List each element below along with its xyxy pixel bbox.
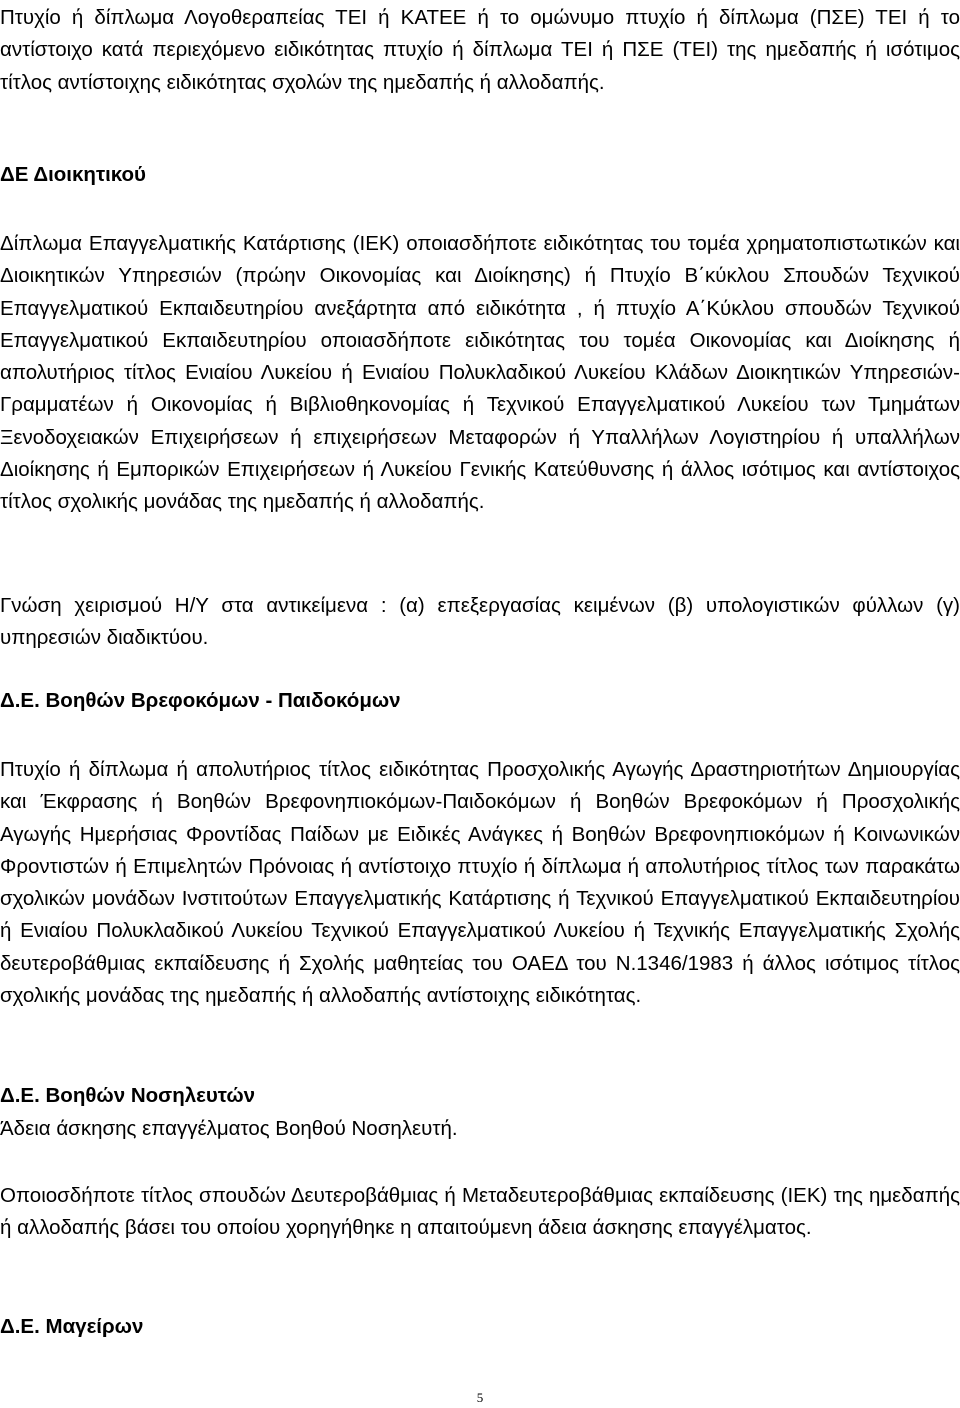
intro-paragraph: Πτυχίο ή δίπλωμα Λογοθεραπείας ΤΕΙ ή ΚΑΤΕΕ ή το ομώνυμο πτυχίο ή δίπλωμα (ΠΣΕ) ΤΕΙ ή το αντίστοιχο κατά περιεχόμενο ειδικότητας πτυχίο ή δίπλωμα ΤΕΙ ή ΠΣΕ (ΤΕΙ) της ημεδαπής ή ισότιμος τίτλος αντίστοιχης ειδικότητας σχολών της ημεδαπής ή αλλοδαπής. <box>0 6 960 94</box>
section-heading-cooks: Δ.Ε. Μαγείρων <box>0 1315 144 1338</box>
nursing-license-line: Άδεια άσκησης επαγγέλματος Βοηθού Νοσηλευτή. <box>0 1117 458 1140</box>
administrative-qualifications-paragraph: Δίπλωμα Επαγγελματικής Κατάρτισης (ΙΕΚ) οποιασδήποτε ειδικότητας του τομέα χρηματοπιστωτικών και Διοικητικών Υπηρεσιών (πρώην Οικονομίας και Διοίκησης) ή Πτυχίο Β΄κύκλου Σπουδών Τεχνικού Επαγγελματικού Εκπαιδευτηρίου ανεξάρτητα από ειδικότητα , ή πτυχίο Α΄Κύκλου σπουδών Τεχνικού Επαγγελματικού Εκπαιδευτηρίου οποιασδήποτε ειδικότητας του τομέα Οικονομίας και Διοίκησης ή απολυτήριος τίτλος Ενιαίου Λυκείου ή Ενιαίου Πολυκλαδικού Λυκείου Κλάδων Διοικητικών Υπηρεσιών-Γραμματέων ή Οικονομίας ή Βιβλιοθηκονομίας ή Τεχνικού Επαγγελματικού Λυκείου των Τμημάτων Ξενοδοχειακών Επιχειρήσεων ή επιχειρήσεων Μεταφορών ή Υπαλλήλων Λογιστηρίου ή υπαλλήλων Διοίκησης ή Εμπορικών Επιχειρήσεων ή Λυκείου Γενικής Κατεύθυνσης ή άλλος ισότιμος και αντίστοιχος τίτλος σχολικής μονάδας της ημεδαπής ή αλλοδαπής. <box>0 232 960 514</box>
page-number: 5 <box>476 1390 484 1405</box>
nursery-assistants-qualifications-paragraph: Πτυχίο ή δίπλωμα ή απολυτήριος τίτλος ειδικότητας Προσχολικής Αγωγής Δραστηριοτήτων Δημιουργίας και Έκφρασης ή Βοηθών Βρεφονηπιοκόμων-Παιδοκόμων ή Βοηθών Βρεφοκόμων ή Προσχολικής Αγωγής Ημερήσιας Φροντίδας Παίδων με Ειδικές Ανάγκες ή Βοηθών Βρεφονηπιοκόμων ή Κοινωνικών Φροντιστών ή Επιμελητών Πρόνοιας ή αντίστοιχο πτυχίο ή δίπλωμα ή απολυτήριος τίτλος των παρακάτω σχολικών μονάδων Ινστιτούτων Επαγγελματικής Κατάρτισης ή Τεχνικού Επαγγελματικού Εκπαιδευτηρίου ή Ενιαίου Πολυκλαδικού Λυκείου Τεχνικού Επαγγελματικού Λυκείου ή Τεχνικής Επαγγελματικής Σχολής δευτεροβάθμιας εκπαίδευσης ή Σχολής μαθητείας του ΟΑΕΔ του Ν.1346/1983 ή άλλος ισότιμος τίτλος σχολικής μονάδας της ημεδαπής ή αλλοδαπής αντίστοιχης ειδικότητας. <box>0 758 960 1008</box>
nursing-assistants-qualifications-paragraph: Οποιοσδήποτε τίτλος σπουδών Δευτεροβάθμιας ή Μεταδευτεροβάθμιας εκπαίδευσης (ΙΕΚ) της ημεδαπής ή αλλοδαπής βάσει του οποίου χορηγήθηκε η απαιτούμενη άδεια άσκησης επαγγέλματος. <box>0 1184 960 1240</box>
computer-skills-paragraph: Γνώση χειρισμού Η/Υ στα αντικείμενα : (α) επεξεργασίας κειμένων (β) υπολογιστικών φύλλων (γ) υπηρεσιών διαδικτύου. <box>0 594 960 650</box>
section-heading-nursery-assistants: Δ.Ε. Βοηθών Βρεφοκόμων - Παιδοκόμων <box>0 689 401 712</box>
section-heading-administrative: ΔΕ Διοικητικού <box>0 163 146 186</box>
section-heading-nursing-assistants: Δ.Ε. Βοηθών Νοσηλευτών <box>0 1084 256 1107</box>
